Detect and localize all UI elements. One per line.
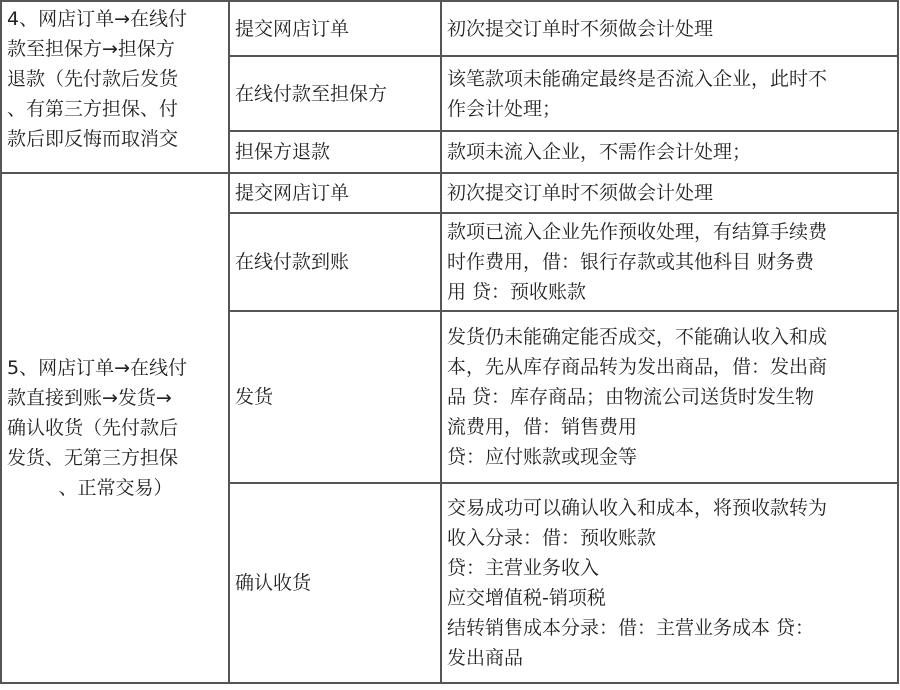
treatment-line: 流费用，借：销售费用 [447, 416, 638, 438]
treatment-line: 发出商品 [447, 647, 524, 669]
treatment-line: 贷：主营业务收入 [447, 557, 600, 579]
step-label: 在线付款到账 [235, 251, 350, 273]
treatment-line: 发货仍未能确定能否成交，不能确认收入和成 [447, 326, 828, 348]
step-cell [229, 173, 441, 213]
table-row [1, 173, 898, 213]
treatment-cell [441, 56, 898, 131]
scenario-line: 款后即反悔而取消交 [7, 128, 179, 150]
treatment-line: 交易成功可以确认收入和成本，将预收款转为 [447, 497, 828, 519]
table-row [1, 1, 898, 56]
scenario-cell [1, 173, 229, 683]
treatment-line: 款项未流入企业，不需作会计处理； [447, 141, 752, 163]
step-cell [229, 56, 441, 131]
treatment-line: 用 贷：预收账款 [447, 281, 587, 303]
treatment-cell [441, 1, 898, 56]
treatment-line: 品 贷：库存商品；由物流公司送货时发生物 [447, 386, 815, 408]
treatment-line: 初次提交订单时不须做会计处理 [447, 182, 714, 204]
step-label: 确认收货 [235, 572, 312, 594]
treatment-line: 款项已流入企业先作预收处理，有结算手续费 [447, 221, 828, 243]
scenario-line: 发货、无第三方担保 [7, 447, 179, 469]
treatment-cell [441, 131, 898, 173]
scenario-line: 确认收货（先付款后 [7, 417, 179, 439]
treatment-line: 应交增值税-销项税 [447, 587, 606, 609]
scenario-line: 、正常交易） [58, 477, 173, 499]
scenario-line: 4、网店订单→在线付 [7, 8, 188, 30]
step-cell [229, 131, 441, 173]
scenario-line: 、有第三方担保、付 [7, 98, 179, 120]
treatment-line: 收入分录：借：预收账款 [447, 527, 657, 549]
step-cell [229, 483, 441, 683]
step-cell [229, 1, 441, 56]
scenario-cell [1, 1, 229, 173]
treatment-line: 时作费用，借：银行存款或其他科目 财务费 [447, 251, 815, 273]
step-label: 提交网店订单 [235, 182, 350, 204]
step-label: 担保方退款 [235, 141, 331, 163]
treatment-cell [441, 483, 898, 683]
scenario-line: 款至担保方→担保方 [7, 38, 175, 60]
step-cell [229, 311, 441, 483]
step-cell [229, 213, 441, 311]
scenario-line: 5、网店订单→在线付 [7, 357, 188, 379]
scenario-line: 款直接到账→发货→ [7, 387, 172, 409]
step-label: 在线付款至担保方 [235, 82, 388, 105]
scenario-line: 退款（先付款后发货 [7, 68, 179, 90]
step-label: 发货 [235, 386, 274, 408]
treatment-cell [441, 213, 898, 311]
treatment-line: 本，先从库存商品转为发出商品，借：发出商 [447, 356, 828, 378]
treatment-line: 该笔款项未能确定最终是否流入企业，此时不 [447, 67, 828, 90]
step-label: 提交网店订单 [235, 17, 350, 40]
treatment-line: 初次提交订单时不须做会计处理 [447, 17, 714, 40]
treatment-line: 结转销售成本分录：借：主营业务成本 贷： [447, 617, 815, 639]
treatment-line: 作会计处理； [447, 97, 562, 120]
treatment-line: 贷：应付账款或现金等 [447, 446, 638, 468]
treatment-cell [441, 311, 898, 483]
treatment-cell [441, 173, 898, 213]
